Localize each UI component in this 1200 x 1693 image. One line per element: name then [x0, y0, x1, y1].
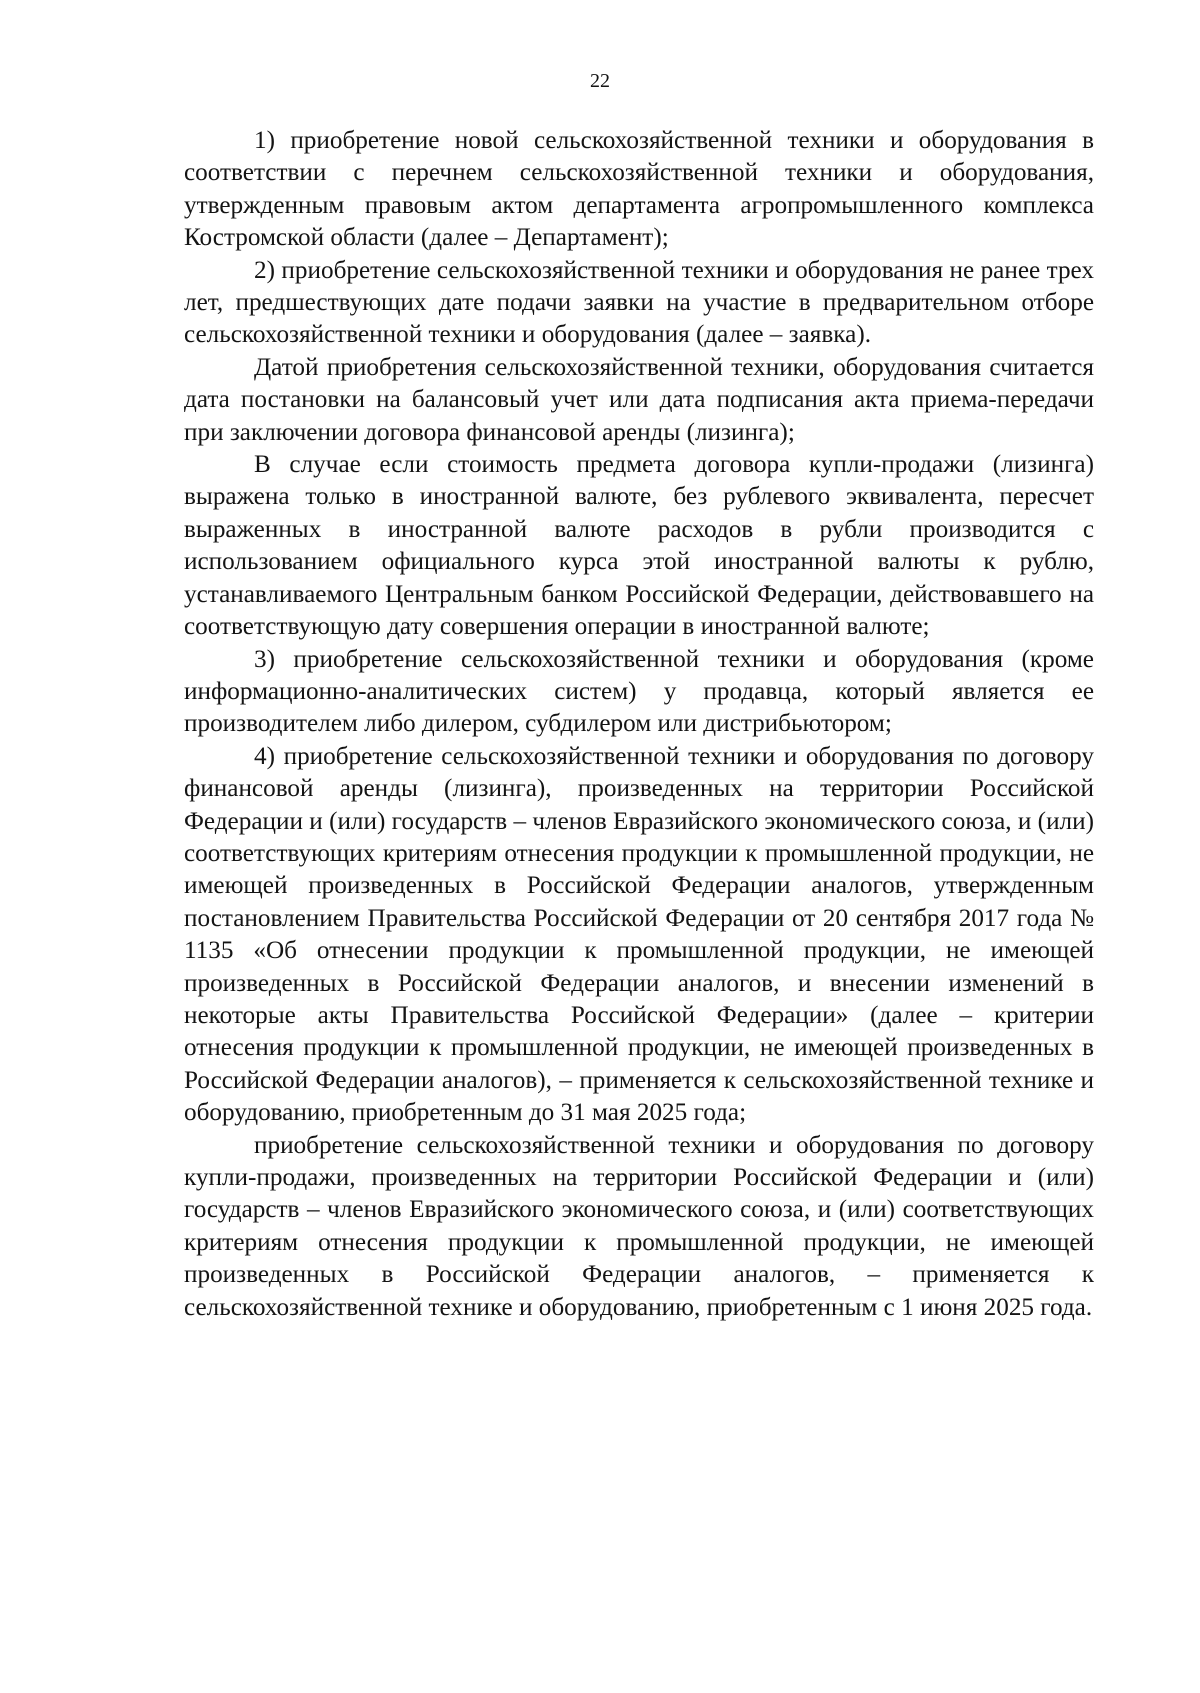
paragraph-acquisition-date: Датой приобретения сельскохозяйственной техники, оборудования считается дата постановки на балансовый учет или дата подписания акта приема-передачи при заключении договора финансовой аренды (лизинга); — [184, 353, 1094, 446]
paragraph-item-3: 3) приобретение сельскохозяйственной техники и оборудования (кроме информационно-аналитических систем) у продавца, который является ее производителем либо дилером, субдилером или дистрибьютором; — [184, 645, 1094, 738]
document-body — [184, 125, 1094, 1324]
page-number: 22 — [590, 70, 610, 92]
paragraph-foreign-currency: В случае если стоимость предмета договора купли-продажи (лизинга) выражена только в иностранной валюте, без рублевого эквивалента, пересчет выраженных в иностранной валюте расходов в рубли производится с использованием официального курса этой иностранной валюты к рублю, устанавливаемого Центральным банком Российской Федерации, действовавшего на соответствующую дату совершения операции в иностранной валюте; — [184, 451, 1094, 641]
paragraph-item-4: 4) приобретение сельскохозяйственной техники и оборудования по договору финансовой аренды (лизинга), произведенных на территории Российской Федерации и (или) государств – членов Евразийского экономического союза, и (или) соответствующих критериям отнесения продукции к промышленной продукции, не имеющей произведенных в Российской Федерации аналогов, утвержденным постановлением Правительства Российской Федерации от 20 сентября 2017 года № 1135 «Об отнесении продукции к промышленной продукции, не имеющей произведенных в Российской Федерации аналогов, и внесении изменений в некоторые акты Правительства Российской Федерации» (далее – критерии отнесения продукции к промышленной продукции, не имеющей произведенных в Российской Федерации аналогов), – применяется к сельскохозяйственной технике и оборудованию, приобретенным до 31 мая 2025 года; — [184, 742, 1094, 1127]
paragraph-purchase-contract: приобретение сельскохозяйственной техники и оборудования по договору купли-продажи, произведенных на территории Российской Федерации и (или) государств – членов Евразийского экономического союза, и (или) соответствующих критериям отнесения продукции к промышленной продукции, не имеющей произведенных в Российской Федерации аналогов, – применяется к сельскохозяйственной технике и оборудованию, приобретенным с 1 июня 2025 года. — [184, 1131, 1094, 1321]
paragraph-item-2: 2) приобретение сельскохозяйственной техники и оборудования не ранее трех лет, предшествующих дате подачи заявки на участие в предварительном отборе сельскохозяйственной техники и оборудования (далее – заявка). — [184, 256, 1094, 349]
paragraph-item-1: 1) приобретение новой сельскохозяйственной техники и оборудования в соответствии с перечнем сельскохозяйственной техники и оборудования, утвержденным правовым актом департамента агропромышленного комплекса Костромской области (далее – Департамент); — [184, 127, 1094, 252]
